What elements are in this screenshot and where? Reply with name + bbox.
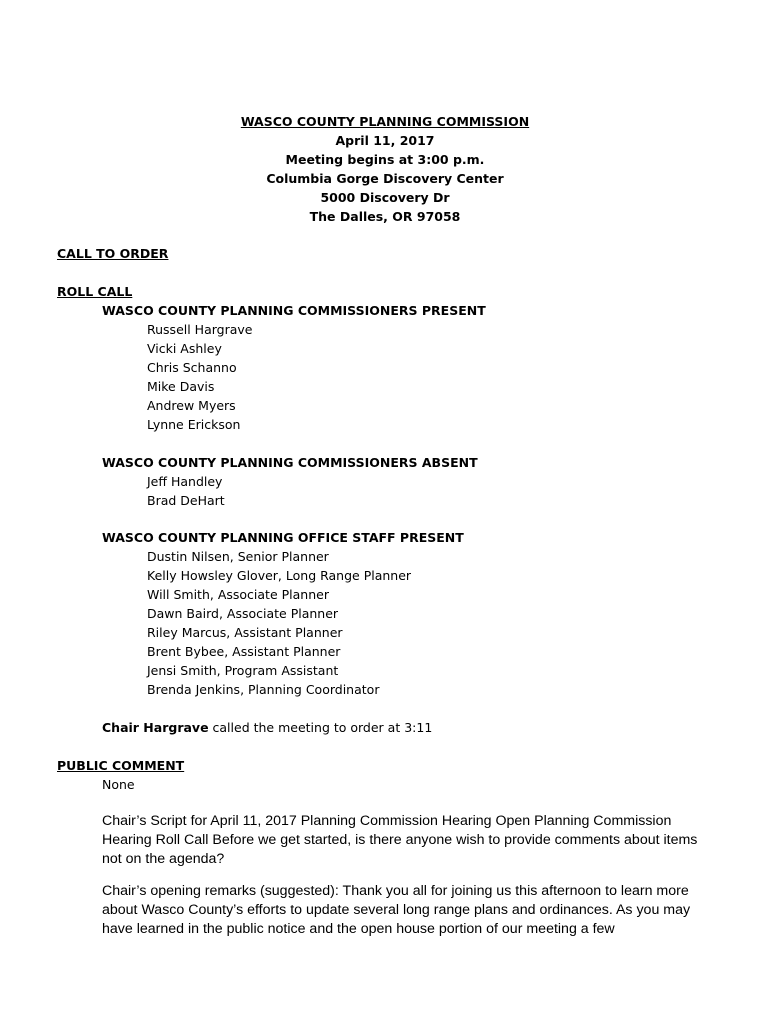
meeting-time: Meeting begins at 3:00 p.m. (285, 152, 485, 167)
staff-name: Brenda Jenkins, Planning Coordinator (147, 682, 380, 697)
staff-name: Kelly Howsley Glover, Long Range Planner (147, 568, 412, 583)
staff-name: Brent Bybee, Assistant Planner (147, 644, 341, 659)
staff-name: Dustin Nilsen, Senior Planner (147, 549, 329, 564)
roll-call-heading: ROLL CALL (57, 284, 133, 299)
absent-name: Jeff Handley (147, 474, 223, 489)
call-to-order-statement (102, 718, 432, 737)
staff-name: Will Smith, Associate Planner (147, 587, 329, 602)
staff-name: Dawn Baird, Associate Planner (147, 606, 339, 621)
staff-name: Jensi Smith, Program Assistant (147, 663, 339, 678)
call-to-order-heading: CALL TO ORDER (57, 246, 169, 261)
chair-name: Chair Hargrave (102, 720, 209, 735)
venue-street: 5000 Discovery Dr (320, 190, 450, 205)
opening-remarks-paragraph: Chair’s opening remarks (suggested): Thank you all for joining us this afternoon to learn more about Wasco County’s efforts to update several long range plans and ordinances. As you may have learned in the public notice and the open house portion of our meeting a few (102, 883, 691, 937)
present-name: Lynne Erickson (147, 417, 241, 432)
absent-name: Brad DeHart (147, 493, 225, 508)
commissioners-absent-heading: WASCO COUNTY PLANNING COMMISSIONERS ABSENT (102, 455, 478, 470)
present-name: Vicki Ashley (147, 341, 222, 356)
staff-name: Riley Marcus, Assistant Planner (147, 625, 343, 640)
public-comment-value: None (102, 777, 135, 792)
present-name: Chris Schanno (147, 360, 237, 375)
staff-present-heading: WASCO COUNTY PLANNING OFFICE STAFF PRESENT (102, 530, 464, 545)
present-name: Mike Davis (147, 379, 215, 394)
present-name: Russell Hargrave (147, 322, 253, 337)
commission-title: WASCO COUNTY PLANNING COMMISSION (240, 114, 530, 129)
chair-script-paragraph: Chair’s Script for April 11, 2017 Planning Commission Hearing Open Planning Commission Hearing Roll Call Before we get started, is there anyone wish to provide comments about items not on the agenda? (102, 813, 698, 867)
public-comment-heading: PUBLIC COMMENT (57, 758, 185, 773)
meeting-header (0, 112, 770, 226)
meeting-date: April 11, 2017 (335, 133, 435, 148)
meeting-venue: Columbia Gorge Discovery Center (266, 171, 504, 186)
venue-city: The Dalles, OR 97058 (309, 209, 461, 224)
call-to-order-text: called the meeting to order at 3:11 (208, 720, 433, 735)
present-name: Andrew Myers (147, 398, 236, 413)
commissioners-present-heading: WASCO COUNTY PLANNING COMMISSIONERS PRESENT (102, 303, 486, 318)
